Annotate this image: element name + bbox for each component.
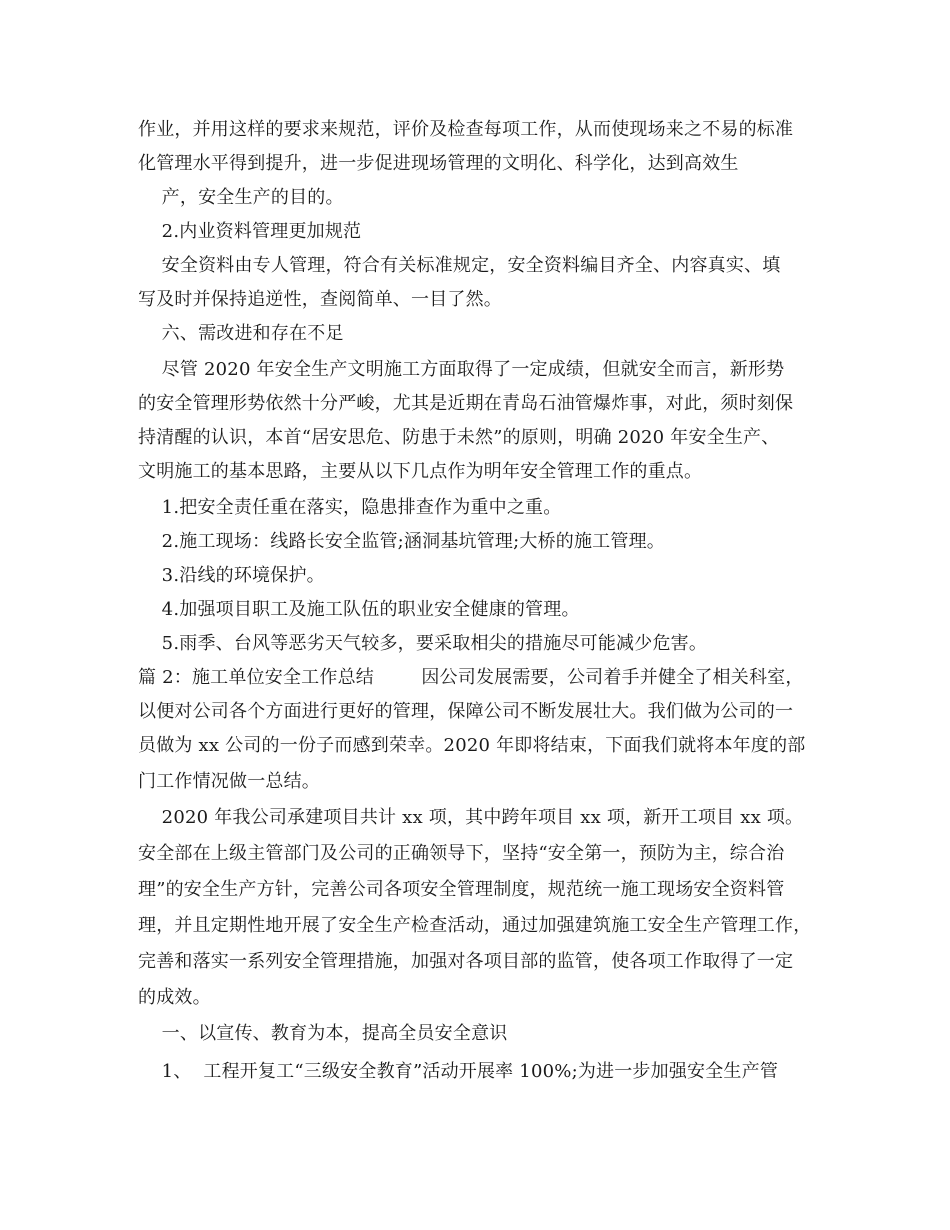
text-line: 尽管 2020 年安全生产文明施工方面取得了一定成绩，但就安全而言，新形势 — [138, 359, 785, 380]
text-line: 文明施工的基本思路，主要从以下几点作为明年安全管理工作的重点。 — [138, 461, 703, 482]
list-item: 2.施工现场：线路长安全监管;涵洞基坑管理;大桥的施工管理。 — [138, 531, 665, 552]
text-line: 作业，并用这样的要求来规范，评价及检查每项工作，从而使现场来之不易的标准 — [138, 119, 794, 140]
list-item: 4.加强项目职工及施工队伍的职业安全健康的管理。 — [138, 599, 580, 620]
text-line: 安全资料由专人管理，符合有关标准规定，安全资料编目齐全、内容真实、填 — [138, 255, 781, 276]
text-line: 持清醒的认识，本首“居安思危、防患于未然”的原则，明确 2020 年安全生产、 — [138, 427, 780, 448]
text-line: 化管理水平得到提升，进一步促进现场管理的文明化、科学化，达到高效生 — [138, 153, 739, 174]
text-line: 以便对公司各个方面进行更好的管理，保障公司不断发展壮大。我们做为公司的一 — [138, 701, 794, 722]
text-line: 理，并且定期性地开展了安全生产检查活动，通过加强建筑施工安全生产管理工作， — [138, 915, 812, 936]
text-line: 2020 年我公司承建项目共计 xx 项，其中跨年项目 xx 项，新开工项目 xx 项。 — [138, 807, 804, 828]
text-line: 理”的安全生产方针，完善公司各项安全管理制度，规范统一施工现场安全资料管 — [138, 879, 785, 900]
section-title: 篇 2：施工单位安全工作总结 因公司发展需要，公司着手并健全了相关科室， — [138, 667, 804, 688]
text-line: 产，安全生产的目的。 — [138, 187, 344, 208]
text-line: 安全部在上级主管部门及公司的正确领导下，坚持“安全第一，预防为主，综合治 — [138, 843, 785, 864]
text-line: 的成效。 — [138, 987, 211, 1008]
list-item: 3.沿线的环境保护。 — [138, 565, 325, 586]
text-line: 门工作情况做一总结。 — [138, 771, 320, 792]
text-line: 员做为 xx 公司的一份子而感到荣幸。2020 年即将结束，下面我们就将本年度的部 — [138, 735, 806, 756]
text-line: 的安全管理形势依然十分严峻，尤其是近期在青岛石油管爆炸事，对此，须时刻保 — [138, 393, 794, 414]
text-line: 完善和落实一系列安全管理措施，加强对各项目部的监管，使各项工作取得了一定 — [138, 951, 794, 972]
list-item: 5.雨季、台风等恶劣天气较多，要采取相尖的措施尽可能减少危害。 — [138, 633, 708, 654]
section-heading: 2.内业资料管理更加规范 — [138, 221, 362, 242]
list-item: 1.把安全责任重在落实，隐患排查作为重中之重。 — [138, 497, 562, 518]
text-line: 写及时并保持追逆性，查阅简单、一目了然。 — [138, 289, 502, 310]
section-heading: 一、以宣传、教育为本，提高全员安全意识 — [138, 1023, 508, 1044]
text-line: 1、 工程开复工“三级安全教育”活动开展率 100%;为进一步加强安全生产管 — [138, 1061, 779, 1082]
section-heading: 六、需改进和存在不足 — [138, 323, 344, 344]
